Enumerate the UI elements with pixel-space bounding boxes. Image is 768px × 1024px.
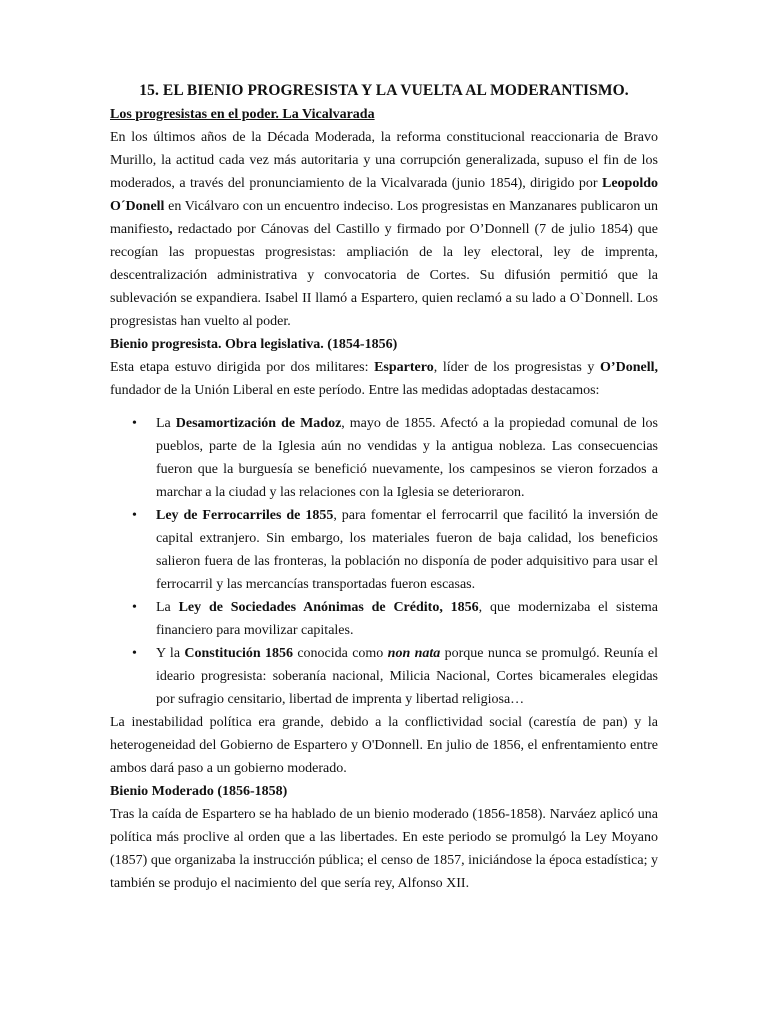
text-run: La xyxy=(156,600,179,615)
bold-run: Ley de Sociedades Anónimas de Crédito, 1856 xyxy=(178,600,479,615)
list-item xyxy=(132,412,658,504)
bold-italic-run: non nata xyxy=(387,646,441,661)
text-run: , líder de los progresistas y xyxy=(433,360,601,375)
paragraph-bienio-moderado: Tras la caída de Espartero se ha hablado de un bienio moderado (1856-1858). Narváez aplicó una política más proclive al orden que a las libertades. En este periodo se promulgó la Ley Moyano (1857) que organizaba la instrucción pública; el censo de 1857, iniciándose la época estadística; y también se produjo el nacimiento del que sería rey, Alfonso XII. xyxy=(110,807,658,891)
bullet-icon: • xyxy=(132,416,137,431)
text-run: redactado por Cánovas del Castillo y firmado por O’Donnell (7 de julio 1854) que recogían las propuestas progresistas: ampliación de la ley electoral, ley de imprenta, descentralización administrativa y convocatoria de Cortes. Su difusión permitió que la sublevación se expandiera. Isabel II llamó a Espartero, quien reclamó a su lado a O`Donnell. Los progresistas han vuelto al poder. xyxy=(110,222,658,329)
bold-run: Constitución 1856 xyxy=(184,646,293,661)
bold-run: , xyxy=(169,222,173,237)
text-run: , para fomentar el ferrocarril que facilitó la inversión de capital extranjero. Sin embargo, los materiales fueron de baja calidad, los beneficios salieron fuera de las fronteras, la población no disponía de poder adquisitivo para usar el ferrocarril y las mercancías transportadas fueron escasas. xyxy=(156,508,658,592)
bold-run: Leopoldo O´Donell xyxy=(110,176,658,214)
bullet-icon: • xyxy=(132,646,137,661)
text-run: conocida como xyxy=(292,646,388,661)
paragraph-vicalvarada xyxy=(110,126,658,333)
section-heading-vicalvarada: Los progresistas en el poder. La Vicalvarada xyxy=(110,107,375,122)
paragraph-inestabilidad: La inestabilidad política era grande, debido a la conflictividad social (carestía de pan) y la heterogeneidad del Gobierno de Espartero y O'Donnell. En julio de 1856, el enfrentamiento entre ambos dará paso a un gobierno moderado. xyxy=(110,715,658,776)
list-item xyxy=(132,596,658,642)
text-run: porque nunca se promulgó. Reunía el ideario progresista: soberanía nacional, Milicia Nacional, Cortes bicamerales elegidas por sufragio censitario, libertad de imprenta y libertad religiosa… xyxy=(156,646,659,707)
text-run: , mayo de 1855. Afectó a la propiedad comunal de los pueblos, parte de la Iglesia aún no vendidas y la antigua nobleza. Las consecuencias fueron que la burguesía se benefició nuevamente, los campesinos se vieron forzados a marchar a la ciudad y las relaciones con la Iglesia se deterioraron. xyxy=(156,416,658,500)
text-run: Y la xyxy=(156,646,185,661)
page-title: 15. EL BIENIO PROGRESISTA Y LA VUELTA AL MODERANTISMO. xyxy=(139,82,629,99)
text-run: , que modernizaba el sistema financiero para movilizar capitales. xyxy=(156,600,658,638)
text-run: en Vicálvaro con un encuentro indeciso. Los progresistas en Manzanares publicaron un manifiesto xyxy=(110,199,658,237)
bullet-icon: • xyxy=(132,508,137,523)
section-heading-bienio-progresista: Bienio progresista. Obra legislativa. (1854-1856) xyxy=(110,337,398,352)
paragraph-bienio-intro xyxy=(110,356,658,402)
bold-run: Ley de Ferrocarriles de 1855 xyxy=(156,508,334,523)
list-item xyxy=(132,642,659,711)
text-run: fundador de la Unión Liberal en este período. Entre las medidas adoptadas destacamos: xyxy=(110,383,600,398)
bullet-icon: • xyxy=(132,600,137,615)
text-run: En los últimos años de la Década Moderada, la reforma constitucional reaccionaria de Bravo Murillo, la actitud cada vez más autoritaria y una corrupción generalizada, supuso el fin de los moderados, a través del pronunciamiento de la Vicalvarada (junio 1854), dirigido por xyxy=(110,130,658,191)
text-run: La xyxy=(156,416,176,431)
text-run: Esta etapa estuvo dirigida por dos militares: xyxy=(110,360,375,375)
bold-run: Desamortización de Madoz xyxy=(175,416,342,431)
bold-run: Espartero xyxy=(374,360,434,375)
section-heading-bienio-moderado: Bienio Moderado (1856-1858) xyxy=(110,784,288,799)
measures-list xyxy=(110,412,658,711)
list-item xyxy=(132,504,658,596)
bold-run: O’Donell, xyxy=(600,360,658,375)
